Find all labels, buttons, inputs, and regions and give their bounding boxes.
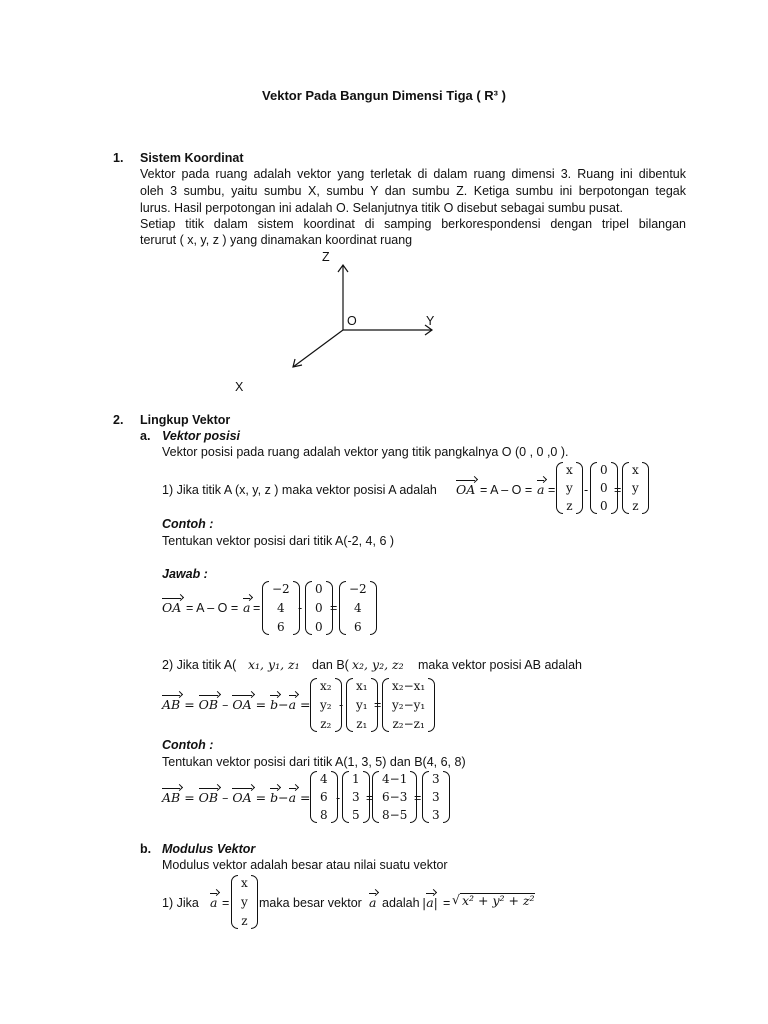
matrix-b-coords: x₂ y₂ z₂ bbox=[310, 678, 342, 732]
axis-label-y: Y bbox=[426, 314, 435, 328]
matrix-a2-values: 1 3 5 bbox=[342, 771, 370, 823]
section-1-line-4: Setiap titik dalam sistem koordinat di samping berkorespondensi dengan tripel bilangan bbox=[140, 217, 686, 231]
matrix-result-values: 3 3 3 bbox=[422, 771, 450, 823]
equals-sign: = bbox=[374, 698, 382, 712]
page-title: Vektor Pada Bangun Dimensi Tiga ( R³ ) bbox=[262, 88, 506, 103]
matrix-a-values: −2 4 6 bbox=[262, 581, 300, 635]
matrix-b-values: 4 6 8 bbox=[310, 771, 338, 823]
equals-sign: = bbox=[222, 896, 230, 910]
matrix-a-coords: x₁ y₁ z₁ bbox=[346, 678, 378, 732]
vec-a-symbol: a bbox=[537, 482, 545, 497]
axis-label-z: Z bbox=[322, 250, 330, 264]
contoh-1-text: Tentukan vektor posisi dari titik A(-2, 4, 6 ) bbox=[162, 534, 395, 548]
minus-sign: - bbox=[336, 791, 341, 805]
equals-sign: = bbox=[366, 791, 374, 805]
equals-sign: = bbox=[330, 601, 338, 615]
ab-expression-example: AB = OB – OA = b−a = bbox=[162, 790, 311, 805]
item-a1-prefix: 1) Jika titik A (x, y, z ) maka vektor posisi A adalah bbox=[162, 483, 437, 497]
section-2-number: 2. bbox=[113, 413, 124, 427]
vec-oa-symbol: OA bbox=[456, 482, 476, 497]
item-a2-mid: dan B( bbox=[312, 658, 349, 672]
minus-sign: - bbox=[339, 698, 344, 712]
matrix-d-values: 4−1 6−3 8−5 bbox=[372, 771, 417, 823]
jawab-label: Jawab : bbox=[162, 567, 208, 581]
equals-sign: = bbox=[614, 483, 622, 497]
item-a2-prefix: 2) Jika titik A( bbox=[162, 658, 237, 672]
subsection-b-letter: b. bbox=[140, 842, 152, 856]
item-b1-prefix: 1) Jika bbox=[162, 896, 199, 910]
minus-sign: - bbox=[298, 601, 303, 615]
section-1-number: 1. bbox=[113, 151, 124, 165]
matrix-xyz: x y z bbox=[556, 462, 583, 514]
contoh-1-label: Contoh : bbox=[162, 517, 214, 531]
item-b1-suffix: adalah bbox=[382, 896, 420, 910]
section-1-line-2: oleh 3 sumbu, yaitu sumbu X, sumbu Y dan sumbu Z. Ketiga sumbu ini berpotongan tegak bbox=[140, 184, 686, 198]
item-a2-coords-a: x₁, y₁, z₁ bbox=[248, 657, 300, 672]
contoh-2-label: Contoh : bbox=[162, 738, 214, 752]
section-1-line-1: Vektor pada ruang adalah vektor yang terletak di dalam ruang dimensi 3. Ruang ini dibentuk bbox=[140, 167, 686, 181]
section-1-heading: Sistem Koordinat bbox=[140, 151, 244, 165]
item-a2-coords-b: x₂, y₂, z₂ bbox=[352, 657, 404, 672]
equals-sign: = bbox=[253, 601, 261, 615]
subsection-a-heading: Vektor posisi bbox=[162, 429, 241, 443]
matrix-difference: x₂−x₁ y₂−y₁ z₂−z₁ bbox=[382, 678, 435, 732]
sqrt-expression: √ x² + y² + z² bbox=[452, 892, 535, 908]
section-2-heading: Lingkup Vektor bbox=[140, 413, 231, 427]
matrix-xyz-result: x y z bbox=[622, 462, 649, 514]
matrix-zero: 0 0 0 bbox=[590, 462, 618, 514]
subsection-b-heading: Modulus Vektor bbox=[162, 842, 256, 856]
matrix-zero: 0 0 0 bbox=[305, 581, 333, 635]
vec-a-symbol: a bbox=[369, 895, 377, 910]
subsection-a-letter: a. bbox=[140, 429, 151, 443]
ab-expression: AB = OB – OA = b−a = bbox=[162, 697, 311, 712]
section-1-line-3: lurus. Hasil perpotongan ini adalah O. Selanjutnya titik O disebut sebagai sumbu pusat. bbox=[140, 201, 623, 215]
equals-sign: = bbox=[414, 791, 422, 805]
matrix-a-result: −2 4 6 bbox=[339, 581, 377, 635]
contoh-2-text: Tentukan vektor posisi dari titik A(1, 3, 5) dan B(4, 6, 8) bbox=[162, 755, 466, 769]
jawab-mid: = A – O = bbox=[186, 601, 239, 615]
matrix-xyz-modulus: x y z bbox=[231, 875, 258, 929]
modulus-a: |a| bbox=[422, 895, 438, 910]
item-a1-mid: = A – O = bbox=[480, 483, 533, 497]
equals-sign: = bbox=[443, 896, 451, 910]
item-b1-mid: maka besar vektor bbox=[259, 896, 362, 910]
vec-a-symbol: a bbox=[243, 600, 251, 615]
vec-a-symbol: a bbox=[210, 895, 218, 910]
subsection-b-intro: Modulus vektor adalah besar atau nilai suatu vektor bbox=[162, 858, 448, 872]
minus-sign: - bbox=[584, 483, 589, 497]
item-a2-suffix: maka vektor posisi AB adalah bbox=[418, 658, 582, 672]
section-1-line-5: terurut ( x, y, z ) yang dinamakan koordinat ruang bbox=[140, 233, 413, 247]
equals-sign: = bbox=[548, 483, 556, 497]
x-axis-line bbox=[293, 330, 343, 367]
vec-oa-symbol: OA bbox=[162, 600, 182, 615]
axis-label-o: O bbox=[347, 314, 357, 328]
subsection-a-intro: Vektor posisi pada ruang adalah vektor yang titik pangkalnya O (0 , 0 ,0 ). bbox=[162, 445, 569, 459]
axis-label-x: X bbox=[235, 380, 244, 394]
